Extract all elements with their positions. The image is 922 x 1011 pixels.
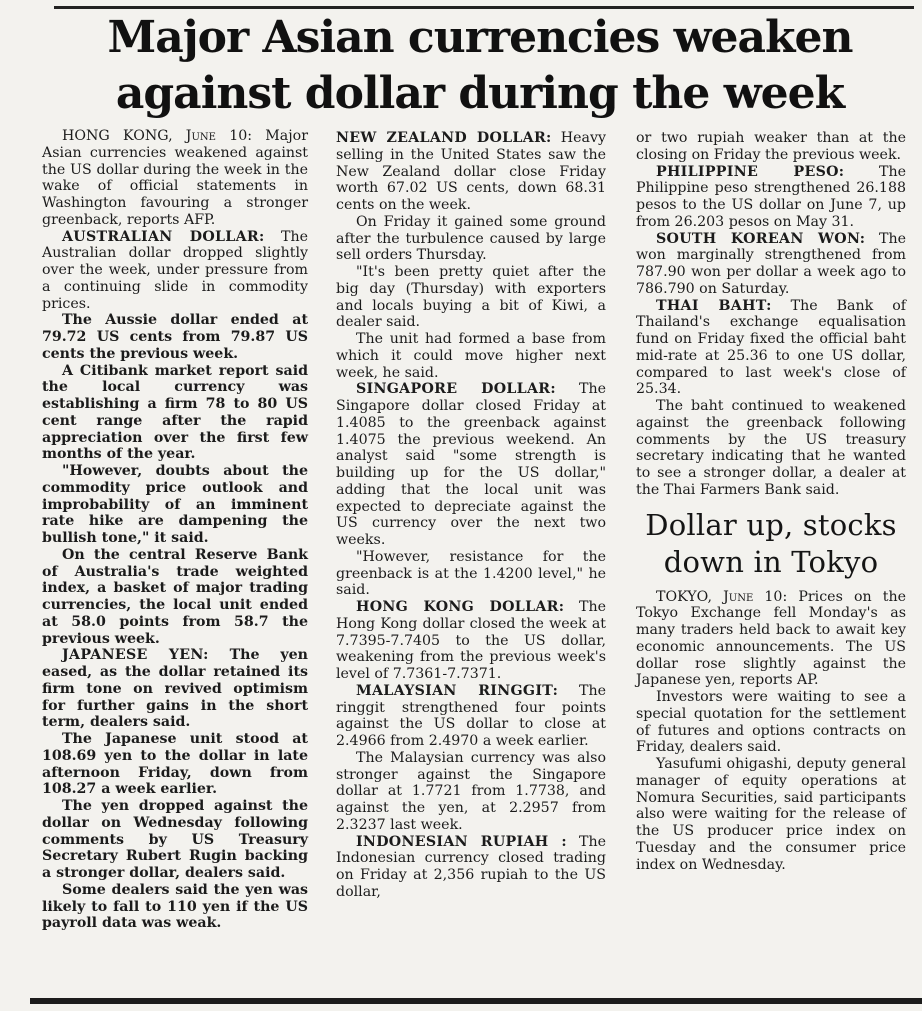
paragraph: The Japanese unit stood at 108.69 yen to the dollar in late afternoon Friday, down from 108.27 a week earlier. (42, 731, 308, 798)
article-headline (60, 10, 900, 122)
paragraph: NEW ZEALAND DOLLAR: Heavy selling in the United States saw the New Zealand dollar close Friday worth 67.02 US cents, down 68.31 cents on the week. (336, 130, 606, 213)
paragraph: SOUTH KOREAN WON: The won marginally strengthened from 787.90 won per dollar a week ago to 786.790 on Saturday. (636, 230, 906, 297)
tokyo-dateline: TOKYO, June 10: (656, 588, 788, 605)
side-headline-line-1: Dollar up, stocks (645, 507, 897, 542)
paragraph: AUSTRALIAN DOLLAR: The Australian dollar dropped slightly over the week, under pressure from a continuing slide in commodity prices. (42, 228, 309, 312)
column-1 (42, 128, 308, 932)
paragraph: A Citibank market report said the local currency was establishing a firm 78 to 80 US cent range after the rapid appreciation over the first few months of the year. (42, 362, 308, 463)
paragraph: SINGAPORE DOLLAR: The Singapore dollar closed Friday at 1.4085 to the greenback against 1.4075 the previous weekend. An analyst said "some strength is building up for the US dollar," adding that the local unit was expected to depreciate against the US currency over the next two weeks. (336, 381, 606, 548)
paragraph: MALAYSIAN RINGGIT: The ringgit strengthened four points against the US dollar to close at 2.4966 from 2.4970 a week earlier. (336, 682, 606, 749)
paragraph: The unit had formed a base from which it could move higher next week, he said. (336, 331, 606, 381)
subhead-australian-dollar: AUSTRALIAN DOLLAR: (62, 228, 265, 245)
paragraph: PHILIPPINE PESO: The Philippine peso strengthened 26.188 pesos to the US dollar on June 7, up from 26.203 pesos on May 31. (636, 163, 906, 230)
column-3 (636, 130, 906, 873)
subhead-singapore-dollar: SINGAPORE DOLLAR: (356, 381, 556, 398)
subhead-hong-kong-dollar: HONG KONG DOLLAR: (356, 599, 565, 615)
paragraph: "It's been pretty quiet after the big day (Thursday) with exporters and locals buying a bit of Kiwi, a dealer said. (336, 264, 606, 331)
paragraph: Yasufumi ohigashi, deputy general manager of equity operations at Nomura Securities, said participants also were waiting for the release of the US producer price index on Tuesday and the consumer price index on Wednesday. (636, 756, 906, 873)
bottom-rule (30, 998, 922, 1004)
paragraph: TOKYO, June 10: Prices on the Tokyo Exchange fell Monday's as many traders held back to await key economic announcements. The US dollar rose slightly against the Japanese yen, reports AP. (636, 588, 906, 689)
top-rule (54, 6, 914, 9)
paragraph: or two rupiah weaker than at the closing on Friday the previous week. (636, 130, 906, 163)
subhead-philippine-peso: PHILIPPINE PESO: (656, 163, 845, 180)
side-story-headline (636, 507, 906, 581)
paragraph: "However, resistance for the greenback is at the 1.4200 level," he said. (336, 548, 606, 599)
subhead-south-korean-won: SOUTH KOREAN WON: (656, 230, 866, 247)
paragraph: Some dealers said the yen was likely to fall to 110 yen if the US payroll data was weak. (42, 881, 308, 932)
paragraph: On the central Reserve Bank of Australia's trade weighted index, a basket of major trading currencies, the local unit ended at 58.0 points from 58.7 the previous week. (42, 546, 308, 647)
paragraph: Investors were waiting to see a special quotation for the settlement of futures and options contracts on Friday, dealers said. (636, 689, 906, 756)
subhead-japanese-yen: JAPANESE YEN: (62, 647, 209, 664)
paragraph: The Aussie dollar ended at 79.72 US cents from 79.87 US cents the previous week. (42, 312, 308, 362)
paragraph: HONG KONG DOLLAR: The Hong Kong dollar closed the week at 7.7395-7.7405 to the US dollar, weakening from the previous week's level of 7.7361-7.7371. (336, 599, 606, 682)
paragraph: INDONESIAN RUPIAH : The Indonesian currency closed trading on Friday at 2,356 rupiah to the US dollar, (336, 833, 606, 900)
subhead-indonesian-rupiah: INDONESIAN RUPIAH : (356, 833, 567, 850)
paragraph: The yen dropped against the dollar on Wednesday following comments by US Treasury Secretary Rubert Rugin backing a stronger dollar, dealers said. (42, 798, 308, 881)
paragraph: On Friday it gained some ground after the turbulence caused by large sell orders Thursday. (336, 213, 606, 264)
paragraph: JAPANESE YEN: The yen eased, as the dollar retained its firm tone on revived optimism for further gains in the short term, dealers said. (42, 647, 308, 731)
headline-line-2: against dollar during the week (115, 68, 845, 119)
paragraph: The baht continued to weakened against the greenback following comments by the US treasury secretary indicating that he wanted to see a stronger dollar, a dealer at the Thai Farmers Bank said. (636, 398, 906, 498)
paragraph: The Malaysian currency was also stronger against the Singapore dollar at 1.7721 from 1.7738, and against the yen, at 2.2957 from 2.3237 last week. (336, 749, 606, 833)
column-2 (336, 130, 606, 901)
headline-line-1: Major Asian currencies weaken (107, 12, 853, 63)
subhead-thai-baht: THAI BAHT: (656, 297, 772, 314)
subhead-malaysian-ringgit: MALAYSIAN RINGGIT: (356, 682, 559, 699)
dateline: HONG KONG, June 10: (62, 128, 253, 144)
paragraph: THAI BAHT: The Bank of Thailand's exchange equalisation fund on Friday fixed the official baht mid-rate at 25.36 to one US dollar, compared to last week's close of 25.34. (636, 297, 906, 398)
side-headline-line-2: down in Tokyo (663, 544, 879, 579)
paragraph: "However, doubts about the commodity price outlook and improbability of an imminent rate hike are dampening the bullish tone," it said. (42, 463, 308, 546)
subhead-new-zealand-dollar: NEW ZEALAND DOLLAR: (336, 130, 552, 146)
paragraph: HONG KONG, June 10: Major Asian currencies weakened against the US dollar during the week in the wake of official statements in Washington favouring a stronger greenback, reports AFP. (42, 128, 308, 228)
